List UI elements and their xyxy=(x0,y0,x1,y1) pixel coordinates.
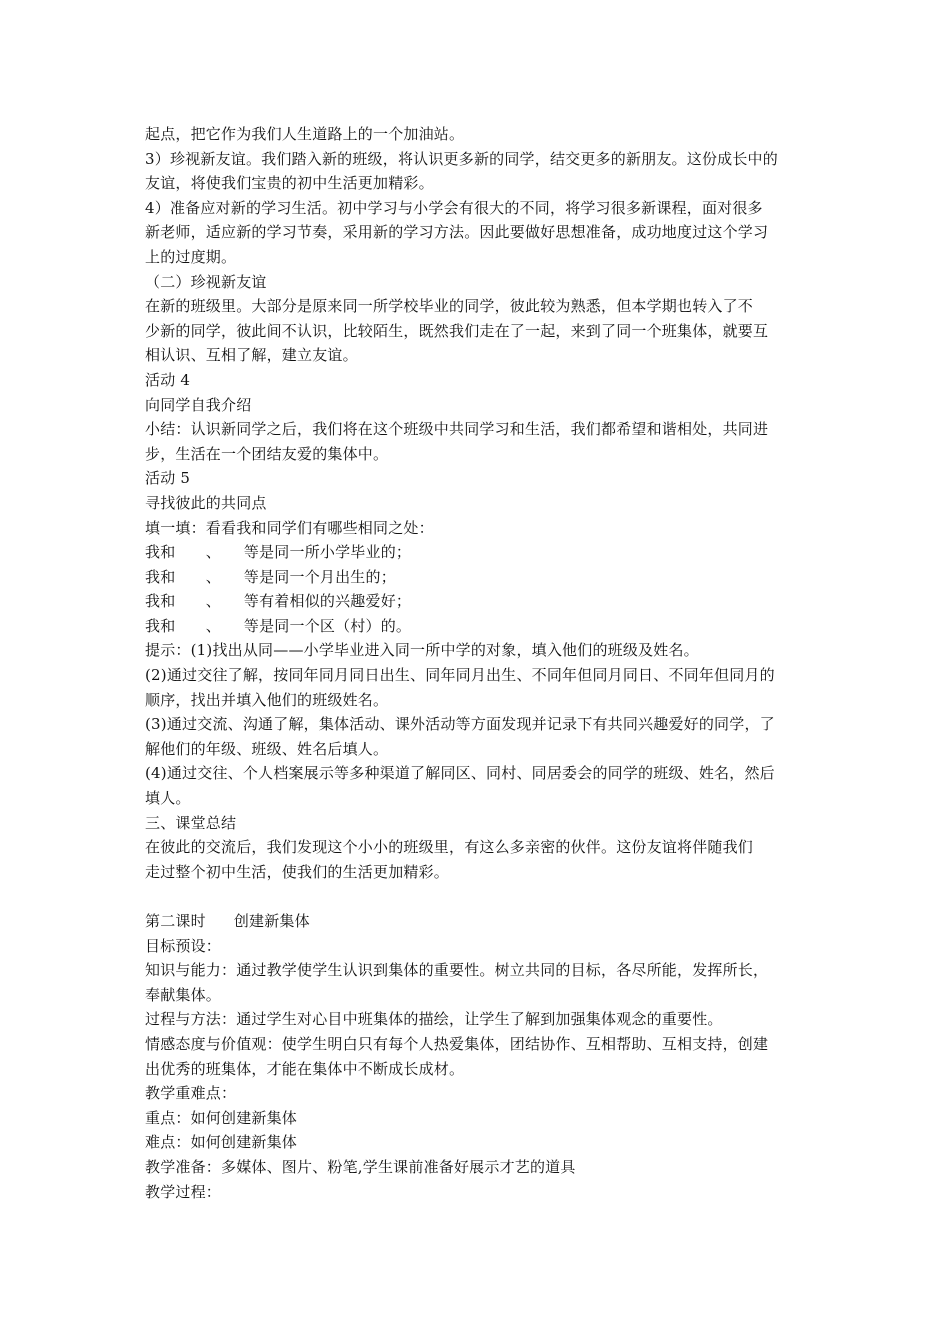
document-page xyxy=(145,122,810,1204)
text-line: 重点：如何创建新集体 xyxy=(145,1108,298,1127)
text-line: (2)通过交往了解，按同年同月同日出生、同年同月出生、不同年但同月同日、不同年但同月的 xyxy=(145,666,775,685)
text-line: 在彼此的交流后，我们发现这个小小的班级里，有这么多亲密的伙伴。这份友谊将伴随我们 xyxy=(145,838,754,857)
text-line: 难点：如何创建新集体 xyxy=(145,1133,298,1152)
text-line: 奉献集体。 xyxy=(145,985,222,1004)
text-line: 少新的同学，彼此间不认识，比较陌生，既然我们走在了一起，来到了同一个班集体，就要互 xyxy=(145,321,769,340)
text-line: 4）准备应对新的学习生活。初中学习与小学会有很大的不同，将学习很多新课程，面对很多 xyxy=(145,198,763,217)
section-heading: 三、课堂总结 xyxy=(145,813,237,832)
text-line: 教学准备：多媒体、图片、粉笔,学生课前准备好展示才艺的道具 xyxy=(145,1157,576,1176)
activity-label: 活动 4 xyxy=(145,370,191,389)
text-line: 顺序，找出并填入他们的班级姓名。 xyxy=(145,690,389,709)
text-line: 在新的班级里。大部分是原来同一所学校毕业的同学，彼此较为熟悉，但本学期也转入了不 xyxy=(145,297,754,316)
text-line: 步，生活在一个团结友爱的集体中。 xyxy=(145,444,389,463)
text-line: 提示：(1)找出从同——小学毕业进入同一所中学的对象，填入他们的班级及姓名。 xyxy=(145,641,699,660)
activity-title: 向同学自我介绍 xyxy=(145,395,252,414)
text-line: 上的过度期。 xyxy=(145,247,237,266)
text-line: 友谊，将使我们宝贵的初中生活更加精彩。 xyxy=(145,174,434,193)
text-line: 情感态度与价值观：使学生明白只有每个人热爱集体，团结协作、互相帮助、互相支持，创建 xyxy=(145,1034,769,1053)
text-line: 走过整个初中生活，使我们的生活更加精彩。 xyxy=(145,862,450,881)
text-line: 填一填：看看我和同学们有哪些相同之处： xyxy=(145,518,434,537)
text-line: (4)通过交往、个人档案展示等多种渠道了解同区、同村、同居委会的同学的班级、姓名，然后 xyxy=(145,764,775,783)
text-line: 教学过程： xyxy=(145,1182,222,1201)
text-line: 填人。 xyxy=(145,789,191,808)
text-line: 过程与方法：通过学生对心目中班集体的描绘，让学生了解到加强集体观念的重要性。 xyxy=(145,1010,723,1029)
text-line: 3）珍视新友谊。我们踏入新的班级，将认识更多新的同学，结交更多的新朋友。这份成长中的 xyxy=(145,149,778,168)
text-line: 相认识、互相了解，建立友谊。 xyxy=(145,346,358,365)
fill-blank-line: 我和 、 等有着相似的兴趣爱好； xyxy=(145,592,412,611)
text-line: 知识与能力：通过教学使学生认识到集体的重要性。树立共同的目标，各尽所能，发挥所长， xyxy=(145,961,769,980)
text-line: 新老师，适应新的学习节奏，采用新的学习方法。因此要做好思想准备，成功地度过这个学习 xyxy=(145,223,769,242)
lesson-title: 第二课时 xyxy=(145,912,206,930)
lesson-heading xyxy=(145,909,810,934)
text-line: 目标预设： xyxy=(145,936,222,955)
text-line: 小结：认识新同学之后，我们将在这个班级中共同学习和生活，我们都希望和谐相处，共同进 xyxy=(145,420,769,439)
blank-line xyxy=(145,884,810,909)
lesson-subtitle: 创建新集体 xyxy=(233,912,310,930)
text-line: 解他们的年级、班级、姓名后填人。 xyxy=(145,739,389,758)
fill-blank-line: 我和 、 等是同一个月出生的； xyxy=(145,567,396,586)
text-line: 起点，把它作为我们人生道路上的一个加油站。 xyxy=(145,125,465,143)
section-heading: （二）珍视新友谊 xyxy=(145,272,267,291)
activity-label: 活动 5 xyxy=(145,469,191,488)
text-line: 教学重难点： xyxy=(145,1084,237,1103)
text-line: 出优秀的班集体，才能在集体中不断成长成材。 xyxy=(145,1059,465,1078)
fill-blank-line: 我和 、 等是同一个区（村）的。 xyxy=(145,616,412,635)
activity-title: 寻找彼此的共同点 xyxy=(145,493,267,512)
text-line: (3)通过交流、沟通了解，集体活动、课外活动等方面发现并记录下有共同兴趣爱好的同学，了 xyxy=(145,715,775,734)
fill-blank-line: 我和 、 等是同一所小学毕业的； xyxy=(145,543,412,562)
